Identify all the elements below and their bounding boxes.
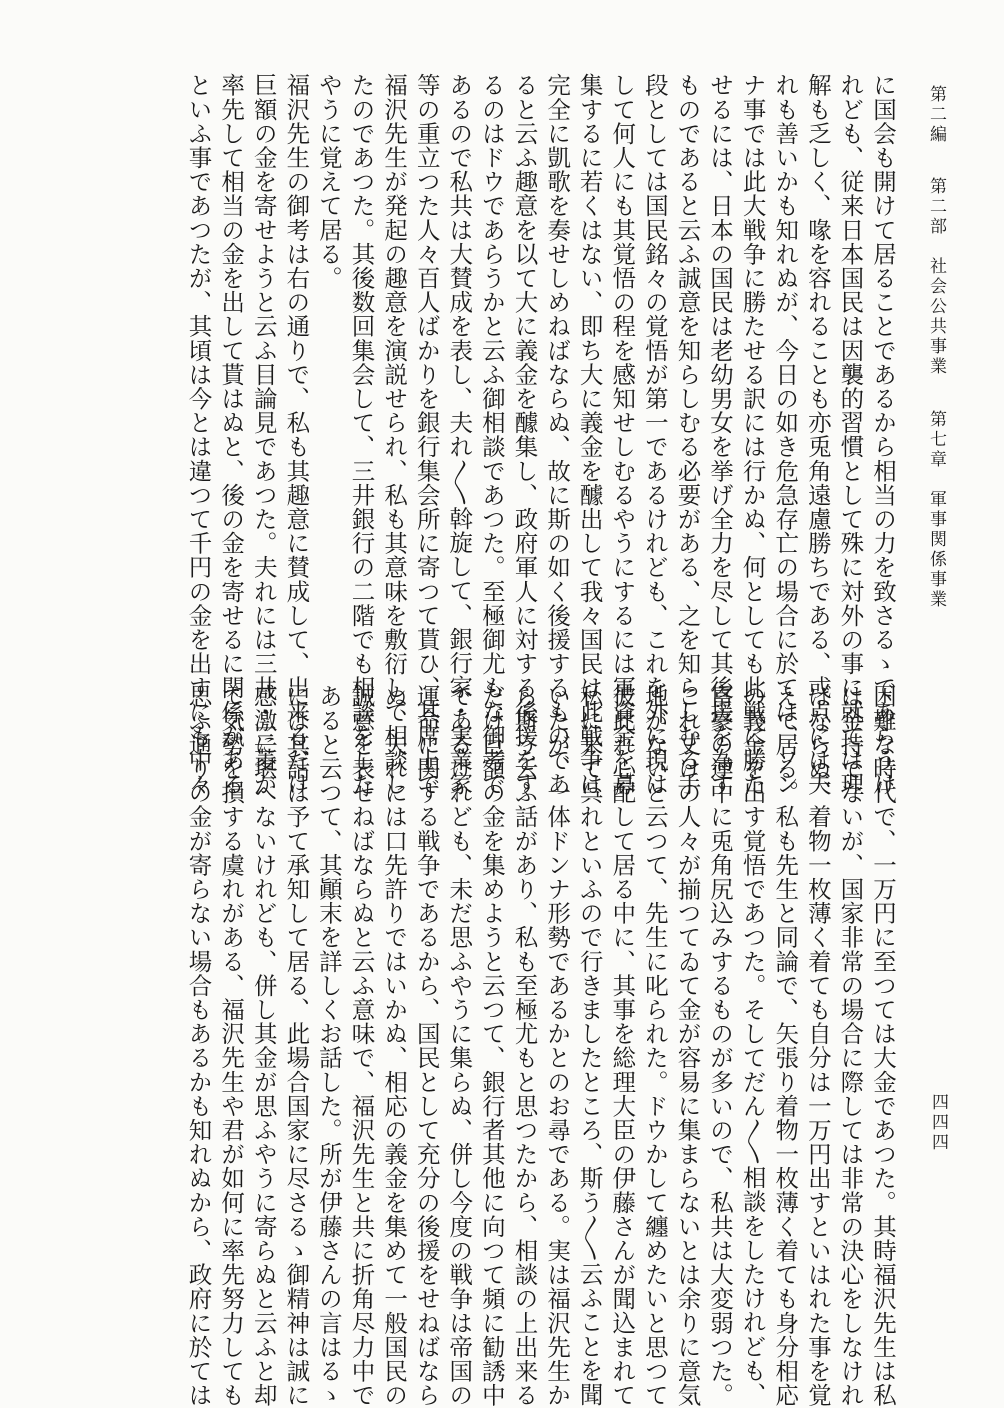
text-line: 福沢先生の御考は右の通りで、私も其趣意に賛成して、出来るだけ <box>282 73 311 796</box>
text-line: えて居る。私も先生と同論で、矢張り着物一枚薄く着ても身分相応 <box>771 684 800 1407</box>
text-line: ら斯う云ふ話があり、私も至極尤もと思つたから、相談の上出来る <box>510 684 539 1407</box>
text-line: 巨額の金を寄せようと云ふ目論見であつた。夫れには三井・三菱が <box>249 73 278 796</box>
text-line: これ丈けの人々が揃つてゐて金が容易に集まらないとは余りに意気 <box>673 684 702 1407</box>
lower-text-block <box>109 684 899 1407</box>
text-line: ナ事では此大戦争に勝たせる訳には行かぬ、何としても此戦に勝た <box>738 73 767 796</box>
text-line: して何人にも其覚悟の程を感知せしむるやうにするには軍資金を募 <box>608 73 637 796</box>
text-line: 私に来て呉れといふので行きましたところ、斯う〱云ふことを聞 <box>575 684 604 1407</box>
text-line: 富豪の連中に兎角尻込みするものが多いので、私共は大変弱つた。 <box>706 684 735 1407</box>
header-section: 第二部 社会公共事業 <box>926 177 946 378</box>
text-line: れども、従来日本国民は因襲的習慣として殊に対外の事に就ては理 <box>836 73 865 796</box>
text-line: れも善いかも知れぬが、今日の如き危急存亡の場合に於ては、ソン <box>771 73 800 796</box>
header-chapter: 第七章 軍事関係事業 <box>926 409 946 610</box>
header-part: 第二編 <box>926 85 946 145</box>
text-line: の義金を出す覚悟であつた。そしてだん〱相談をしたけれども、 <box>738 684 767 1407</box>
text-line: ものであると云ふ誠意を知らしむる必要がある、之を知らしむる手 <box>673 73 702 796</box>
text-line: 運命に関する戦争であるから、国民として充分の後援をせねばなら <box>412 684 441 1407</box>
text-line: せるには、日本の国民は老幼男女を挙げ全力を尽して其後援を為す <box>706 73 735 796</box>
page-number: 四四四 <box>928 1093 948 1153</box>
running-header <box>926 85 946 634</box>
text-line: あると云つて、其顚末を詳しくお話した。所が伊藤さんの言はるゝ <box>314 684 343 1407</box>
text-line: 段としては国民銘々の覚悟が第一であるけれども、これを外に現は <box>640 73 669 796</box>
text-line: であるけれども、未だ思ふやうに集らぬ、併し今度の戦争は帝国の <box>445 684 474 1407</box>
text-line: 思ふ通りの金が寄らない場合もあるかも知れぬから、政府に於ては <box>184 684 213 1407</box>
text-line: あるので私共は大賛成を表し、夫れ〱斡旋して、銀行家・実業家 <box>445 73 474 796</box>
text-line: ぬ、夫れには口先許りではいかぬ、相応の義金を集めて一般国民の <box>380 684 409 1407</box>
text-line: ばならぬ、着物一枚薄く着ても自分は一万円出すといはれた事を覚 <box>803 684 832 1407</box>
upper-text-block <box>184 73 899 796</box>
text-line: には其話は予て承知して居る、此場合国家に尽さるゝ御精神は誠に <box>282 684 311 1407</box>
text-line: 誠意を表せねばならぬと云ふ意味で、福沢先生と共に折角尽力中で <box>347 684 376 1407</box>
text-line: て気勢を損する虞れがある、福沢先生や君が如何に率先努力しても <box>217 684 246 1407</box>
text-line: に国会も開けて居ることであるから相当の力を致さるゝであらうけ <box>869 73 897 796</box>
text-line: いたが、一体ドンナ形勢であるかとのお尋である。実は福沢先生か <box>543 684 572 1407</box>
text-line: 等の重立つた人々百人ばかりを銀行集会所に寄つて貰ひ、其席上で <box>412 73 441 796</box>
text-line: 集するに若くはない、即ち大に義金を醵出して我々国民は此戦争は <box>575 73 604 796</box>
text-line: 福沢先生が発起の趣意を演説せられ、私も其意味を敷衍して相談し <box>380 73 409 796</box>
text-line: 困難な時代で、一万円に至つては大金であつた。其時福沢先生は私 <box>869 684 897 1407</box>
text-line: 完全に凱歌を奏せしめねばならぬ、故に斯の如く後援するものであ <box>543 73 572 796</box>
text-line: るのはドウであらうかと云ふ御相談であつた。至極御尤もな御考で <box>477 73 506 796</box>
text-line: だけ巨額の金を集めようと云つて、銀行者其他に向つて頻に勧誘中 <box>477 684 506 1407</box>
text-line: 彼此れ心配して居る中に、其事を総理大臣の伊藤さんが聞込まれて <box>608 684 637 1407</box>
text-line: やうに覚えて居る。 <box>314 73 343 290</box>
text-line: たのであつた。其後数回集会して、三井銀行の二階でも相談をした <box>347 73 376 796</box>
text-line: ると云ふ趣意を以て大に義金を醵集し、政府軍人に対する後援をす <box>510 73 539 796</box>
text-line: 解も乏しく、喙を容れることも亦兎角遠慮勝ちである、或点には夫 <box>803 73 832 796</box>
text-line: 地がないと云つて、先生に叱られた。ドウかして纏めたいと思つて <box>640 684 669 1407</box>
text-line: といふ事であつたが、其頃は今とは違つて千円の金を出すにも中々 <box>184 73 213 796</box>
text-line: 率先して相当の金を出して貰はぬと、後の金を寄せるに関係がある <box>217 73 246 796</box>
text-line: 感激に堪へないけれども、併し其金が思ふやうに寄らぬと云ふと却 <box>249 684 278 1407</box>
text-line: は金持でないが、国家非常の場合に際しては非常の決心をしなけれ <box>836 684 865 1407</box>
